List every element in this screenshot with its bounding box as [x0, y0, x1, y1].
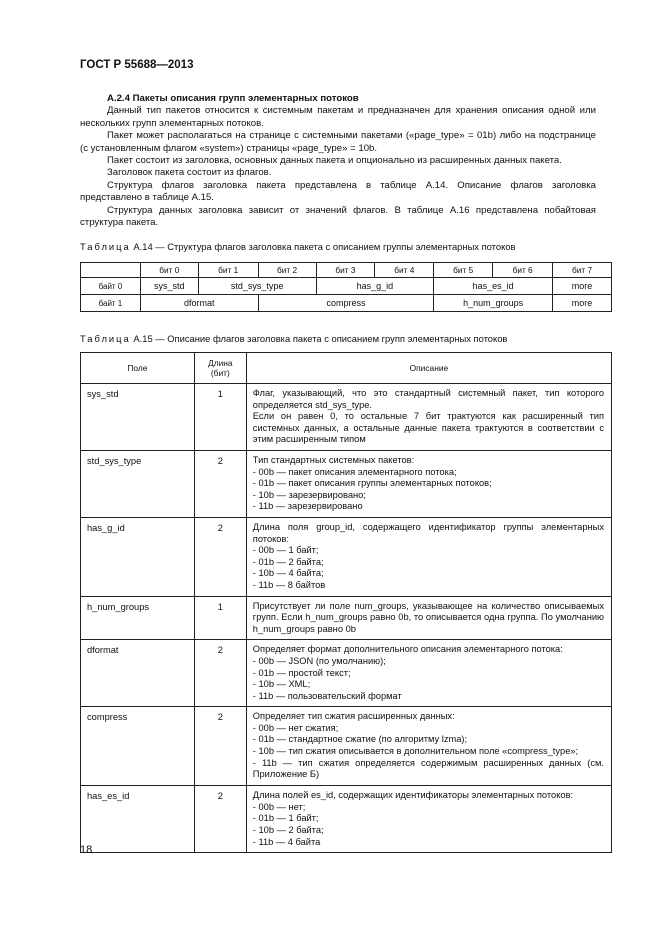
bit-header: бит 5 — [434, 263, 493, 278]
description-line: - 10b — 4 байта; — [252, 568, 324, 579]
table-row — [81, 640, 612, 707]
table-cell: h_num_groups — [434, 295, 553, 312]
caption-label: Таблица — [80, 241, 131, 252]
description-cell — [246, 786, 611, 853]
table-row — [81, 278, 612, 295]
description-line: - 11b — 8 байтов — [252, 579, 326, 590]
paragraph: Структура флагов заголовка пакета представлена в таблице А.14. Описание флагов заголовка представлено в таблице А.15. — [80, 179, 596, 204]
length-cell: 2 — [194, 640, 246, 707]
description-line: Длина поля group_id, содержащего идентификатор группы элементарных потоков: — [252, 521, 604, 544]
description-line: - 10b — зарезервировано; — [252, 489, 366, 500]
description-line: - 10b — XML; — [252, 679, 311, 690]
description-line: - 00b — пакет описания элементарного потока; — [252, 466, 457, 477]
description-line: - 01b — стандартное сжатие (по алгоритму lzma); — [252, 734, 468, 745]
paragraph: Данный тип пакетов относится к системным пакетам и предназначен для хранения описания одной или нескольких групп элементарных потоков. — [80, 105, 596, 129]
paragraph: Заголовок пакета состоит из флагов. — [107, 167, 272, 179]
description-line: - 10b — 2 байта; — [252, 825, 324, 836]
field-cell: std_sys_type — [81, 451, 195, 518]
empty-cell — [81, 263, 141, 278]
description-line: - 01b — простой текст; — [252, 667, 351, 678]
table-a15 — [80, 352, 612, 853]
description-line: - 01b — пакет описания группы элементарных потоков; — [252, 478, 492, 489]
field-cell: dformat — [81, 640, 195, 707]
description-line: Тип стандартных системных пакетов: — [252, 455, 415, 465]
description-line: - 11b — зарезервировано — [252, 501, 363, 512]
length-cell: 1 — [194, 384, 246, 451]
length-header-line: Длина — [208, 358, 233, 368]
paragraph: Структура данных заголовка зависит от значений флагов. В таблице А.16 представлена побайтовая структура пакета. — [80, 204, 596, 229]
paragraph: Пакет может располагаться на странице с системными пакетами («page_type» = 01b) либо на подстранице (с установленным флагом «system») страницы «page_type» = 10b. — [80, 130, 596, 154]
description-cell — [246, 640, 611, 707]
section-heading: А.2.4 Пакеты описания групп элементарных потоков — [107, 93, 359, 104]
description-line: Определяет тип сжатия расширенных данных: — [252, 711, 455, 722]
description-header: Описание — [246, 353, 611, 384]
length-header-line: (бит) — [210, 368, 230, 378]
document-header: ГОСТ Р 55688—2013 — [80, 59, 194, 71]
bit-header: бит 2 — [258, 263, 316, 278]
description-cell — [246, 451, 611, 518]
length-cell: 2 — [194, 451, 246, 518]
bit-header: бит 1 — [198, 263, 258, 278]
table-cell: dformat — [140, 295, 258, 312]
table-a14 — [80, 262, 612, 312]
bit-header: бит 4 — [375, 263, 434, 278]
description-line: Присутствует ли поле num_groups, указывающее на количество описываемых групп. Если h_num_groups равно 0b, то описывается одна группа. По умолчанию h_num_groups равно 0b — [252, 600, 604, 634]
length-cell: 1 — [194, 596, 246, 640]
table-cell: has_g_id — [316, 278, 434, 295]
table-cell: more — [553, 295, 612, 312]
table-row — [81, 517, 612, 596]
description-line: Флаг, указывающий, что это стандартный системный пакет, тип которого определяется std_sys_type. — [252, 388, 604, 410]
bit-header: бит 3 — [316, 263, 375, 278]
table-cell: sys_std — [140, 278, 198, 295]
bit-header: бит 0 — [140, 263, 198, 278]
field-cell: sys_std — [81, 384, 195, 451]
table-row — [81, 786, 612, 853]
caption-text: А.15 — Описание флагов заголовка пакета с описанием групп элементарных потоков — [130, 333, 508, 344]
length-cell: 2 — [194, 517, 246, 596]
bit-header: бит 6 — [493, 263, 553, 278]
table-cell: compress — [258, 295, 434, 312]
description-line: - 11b — 4 байта — [252, 836, 321, 847]
caption-label: Таблица — [80, 333, 131, 344]
description-cell — [246, 707, 611, 786]
byte-label: байт 0 — [81, 278, 141, 295]
field-cell: has_es_id — [81, 786, 195, 853]
description-line: - 01b — 2 байта; — [252, 556, 324, 567]
description-cell — [246, 517, 611, 596]
description-cell — [246, 596, 611, 640]
description-line: - 11b — пользовательский формат — [252, 690, 402, 701]
description-line: - 00b — нет сжатия; — [252, 722, 339, 733]
table-row — [81, 295, 612, 312]
table-row — [81, 596, 612, 640]
byte-label: байт 1 — [81, 295, 141, 312]
description-cell — [246, 384, 611, 451]
description-line: - 00b — JSON (по умолчанию); — [252, 655, 386, 666]
bit-header: бит 7 — [553, 263, 612, 278]
table-cell: more — [553, 278, 612, 295]
length-cell: 2 — [194, 786, 246, 853]
description-line: Определяет формат дополнительного описания элементарного потока: — [252, 644, 563, 655]
field-header: Поле — [81, 353, 195, 384]
field-cell: has_g_id — [81, 517, 195, 596]
page-number: 18 — [80, 844, 93, 856]
paragraph: Пакет состоит из заголовка, основных данных пакета и опционально из расширенных данных пакета. — [107, 155, 562, 167]
table-row — [81, 707, 612, 786]
field-cell: h_num_groups — [81, 596, 195, 640]
description-line: - 11b — тип сжатия определяется содержимым расширенных данных (см. Приложение Б) — [252, 757, 604, 780]
table-a14-caption — [80, 241, 515, 252]
field-cell: compress — [81, 707, 195, 786]
table-header-row — [81, 263, 612, 278]
section-text — [80, 93, 596, 229]
table-header-row — [81, 353, 612, 384]
description-line: - 00b — 1 байт; — [252, 545, 319, 556]
description-line: - 10b — тип сжатия описывается в дополнительном поле «compress_type»; — [252, 746, 579, 757]
table-a15-caption — [80, 333, 507, 344]
table-cell: has_es_id — [434, 278, 553, 295]
caption-text: А.14 — Структура флагов заголовка пакета с описанием группы элементарных потоков — [130, 241, 516, 252]
description-line: - 00b — нет; — [252, 801, 306, 812]
description-line: Длина полей es_id, содержащих идентификаторы элементарных потоков: — [252, 790, 574, 801]
length-cell: 2 — [194, 707, 246, 786]
table-row — [81, 384, 612, 451]
length-header — [194, 353, 246, 384]
description-line: - 01b — 1 байт; — [252, 813, 319, 824]
table-row — [81, 451, 612, 518]
description-line: Если он равен 0, то остальные 7 бит трактуются как расширенный тип системных данных, а остальные данные пакета трактуются в соответствии с этим расширенным типом — [252, 411, 604, 445]
table-cell: std_sys_type — [198, 278, 316, 295]
